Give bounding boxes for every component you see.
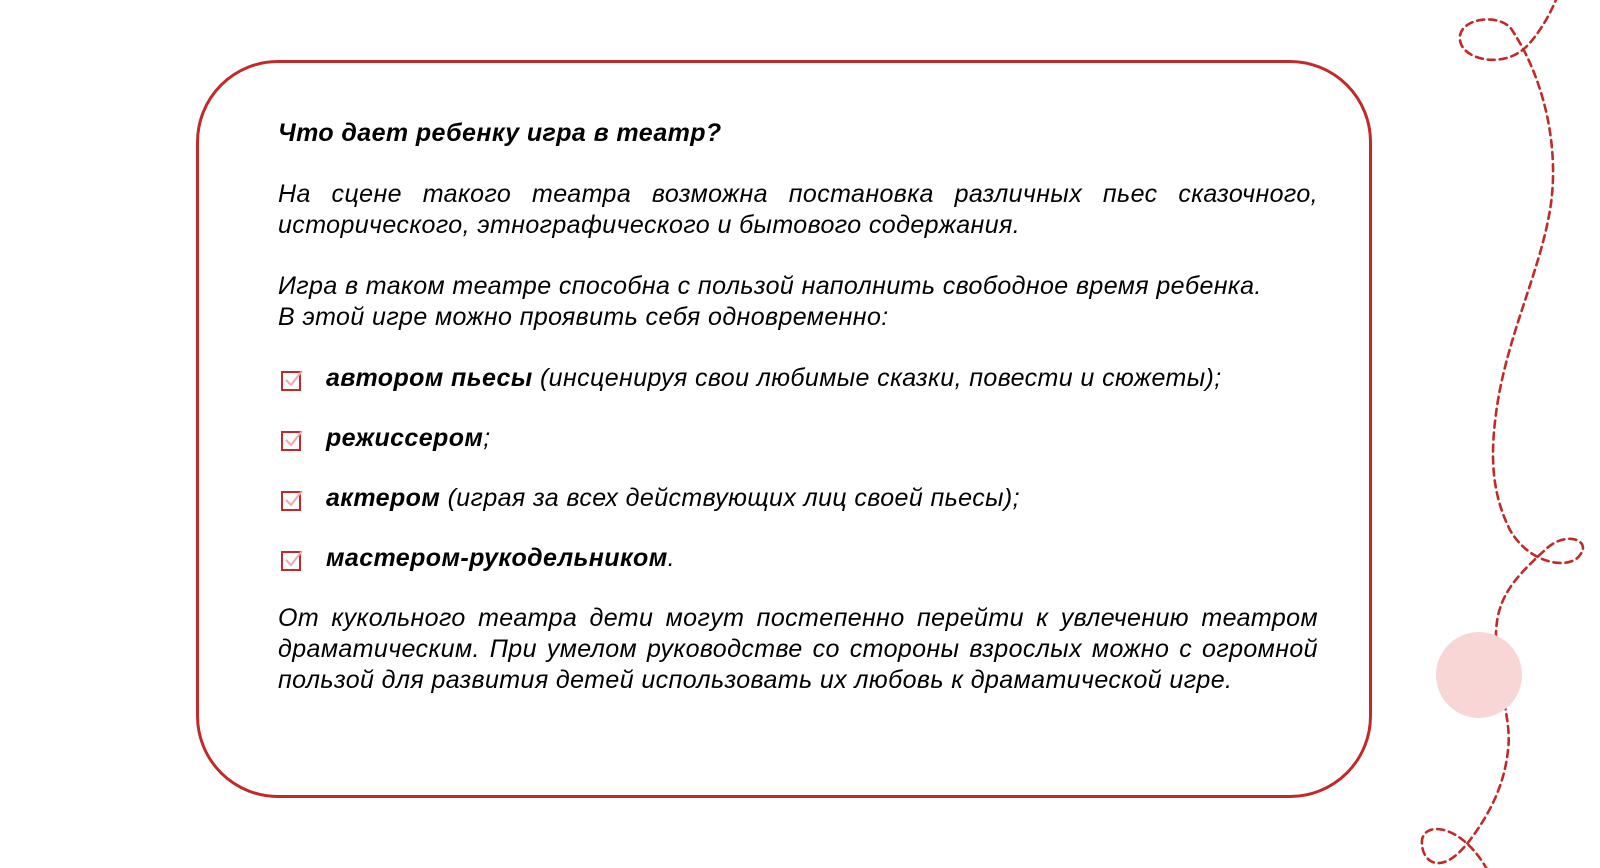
role-term: актером: [326, 484, 441, 512]
list-item: [278, 483, 1318, 514]
closing-paragraph: От кукольного театра дети могут постепенно перейти к увлечению театром драматическим. При умелом руководстве со стороны взрослых можно с огромной пользой для развития детей использовать их любовь к драматической игре.: [278, 604, 1318, 694]
pink-circle: [1436, 632, 1522, 718]
intro-paragraph: [278, 179, 1318, 241]
check-box-icon: [280, 487, 306, 513]
dashed-thread-path: [1422, 0, 1583, 868]
game-line-1: Игра в таком театре способна с пользой наполнить свободное время ребенка.: [278, 272, 1262, 300]
role-description: (играя за всех действующих лиц своей пьесы);: [440, 484, 1020, 512]
check-box-icon: [280, 427, 306, 453]
role-term: автором пьесы: [326, 364, 533, 392]
role-description: ;: [483, 424, 491, 452]
role-term: мастером-рукодельником: [326, 544, 668, 572]
list-item: [278, 423, 1318, 454]
game-line-2: В этой игре можно проявить себя одновременно:: [278, 303, 889, 331]
roles-list: [278, 363, 1318, 574]
list-item: [278, 363, 1318, 394]
check-box-icon: [280, 367, 306, 393]
intro-line-2: исторического, этнографического и бытового содержания.: [278, 211, 1021, 239]
role-description: (инсценируя свои любимые сказки, повести и сюжеты);: [532, 364, 1222, 392]
role-description: .: [667, 544, 675, 572]
role-term: режиссером: [326, 424, 484, 452]
intro-line-1: На сцене такого театра возможна постановка различных пьес сказочного,: [278, 180, 1318, 208]
page-title: Что дает ребенку игра в театр?: [278, 119, 722, 147]
list-item: [278, 543, 1318, 574]
card-content: [278, 118, 1318, 696]
check-box-icon: [280, 547, 306, 573]
game-paragraph: [278, 271, 1318, 333]
